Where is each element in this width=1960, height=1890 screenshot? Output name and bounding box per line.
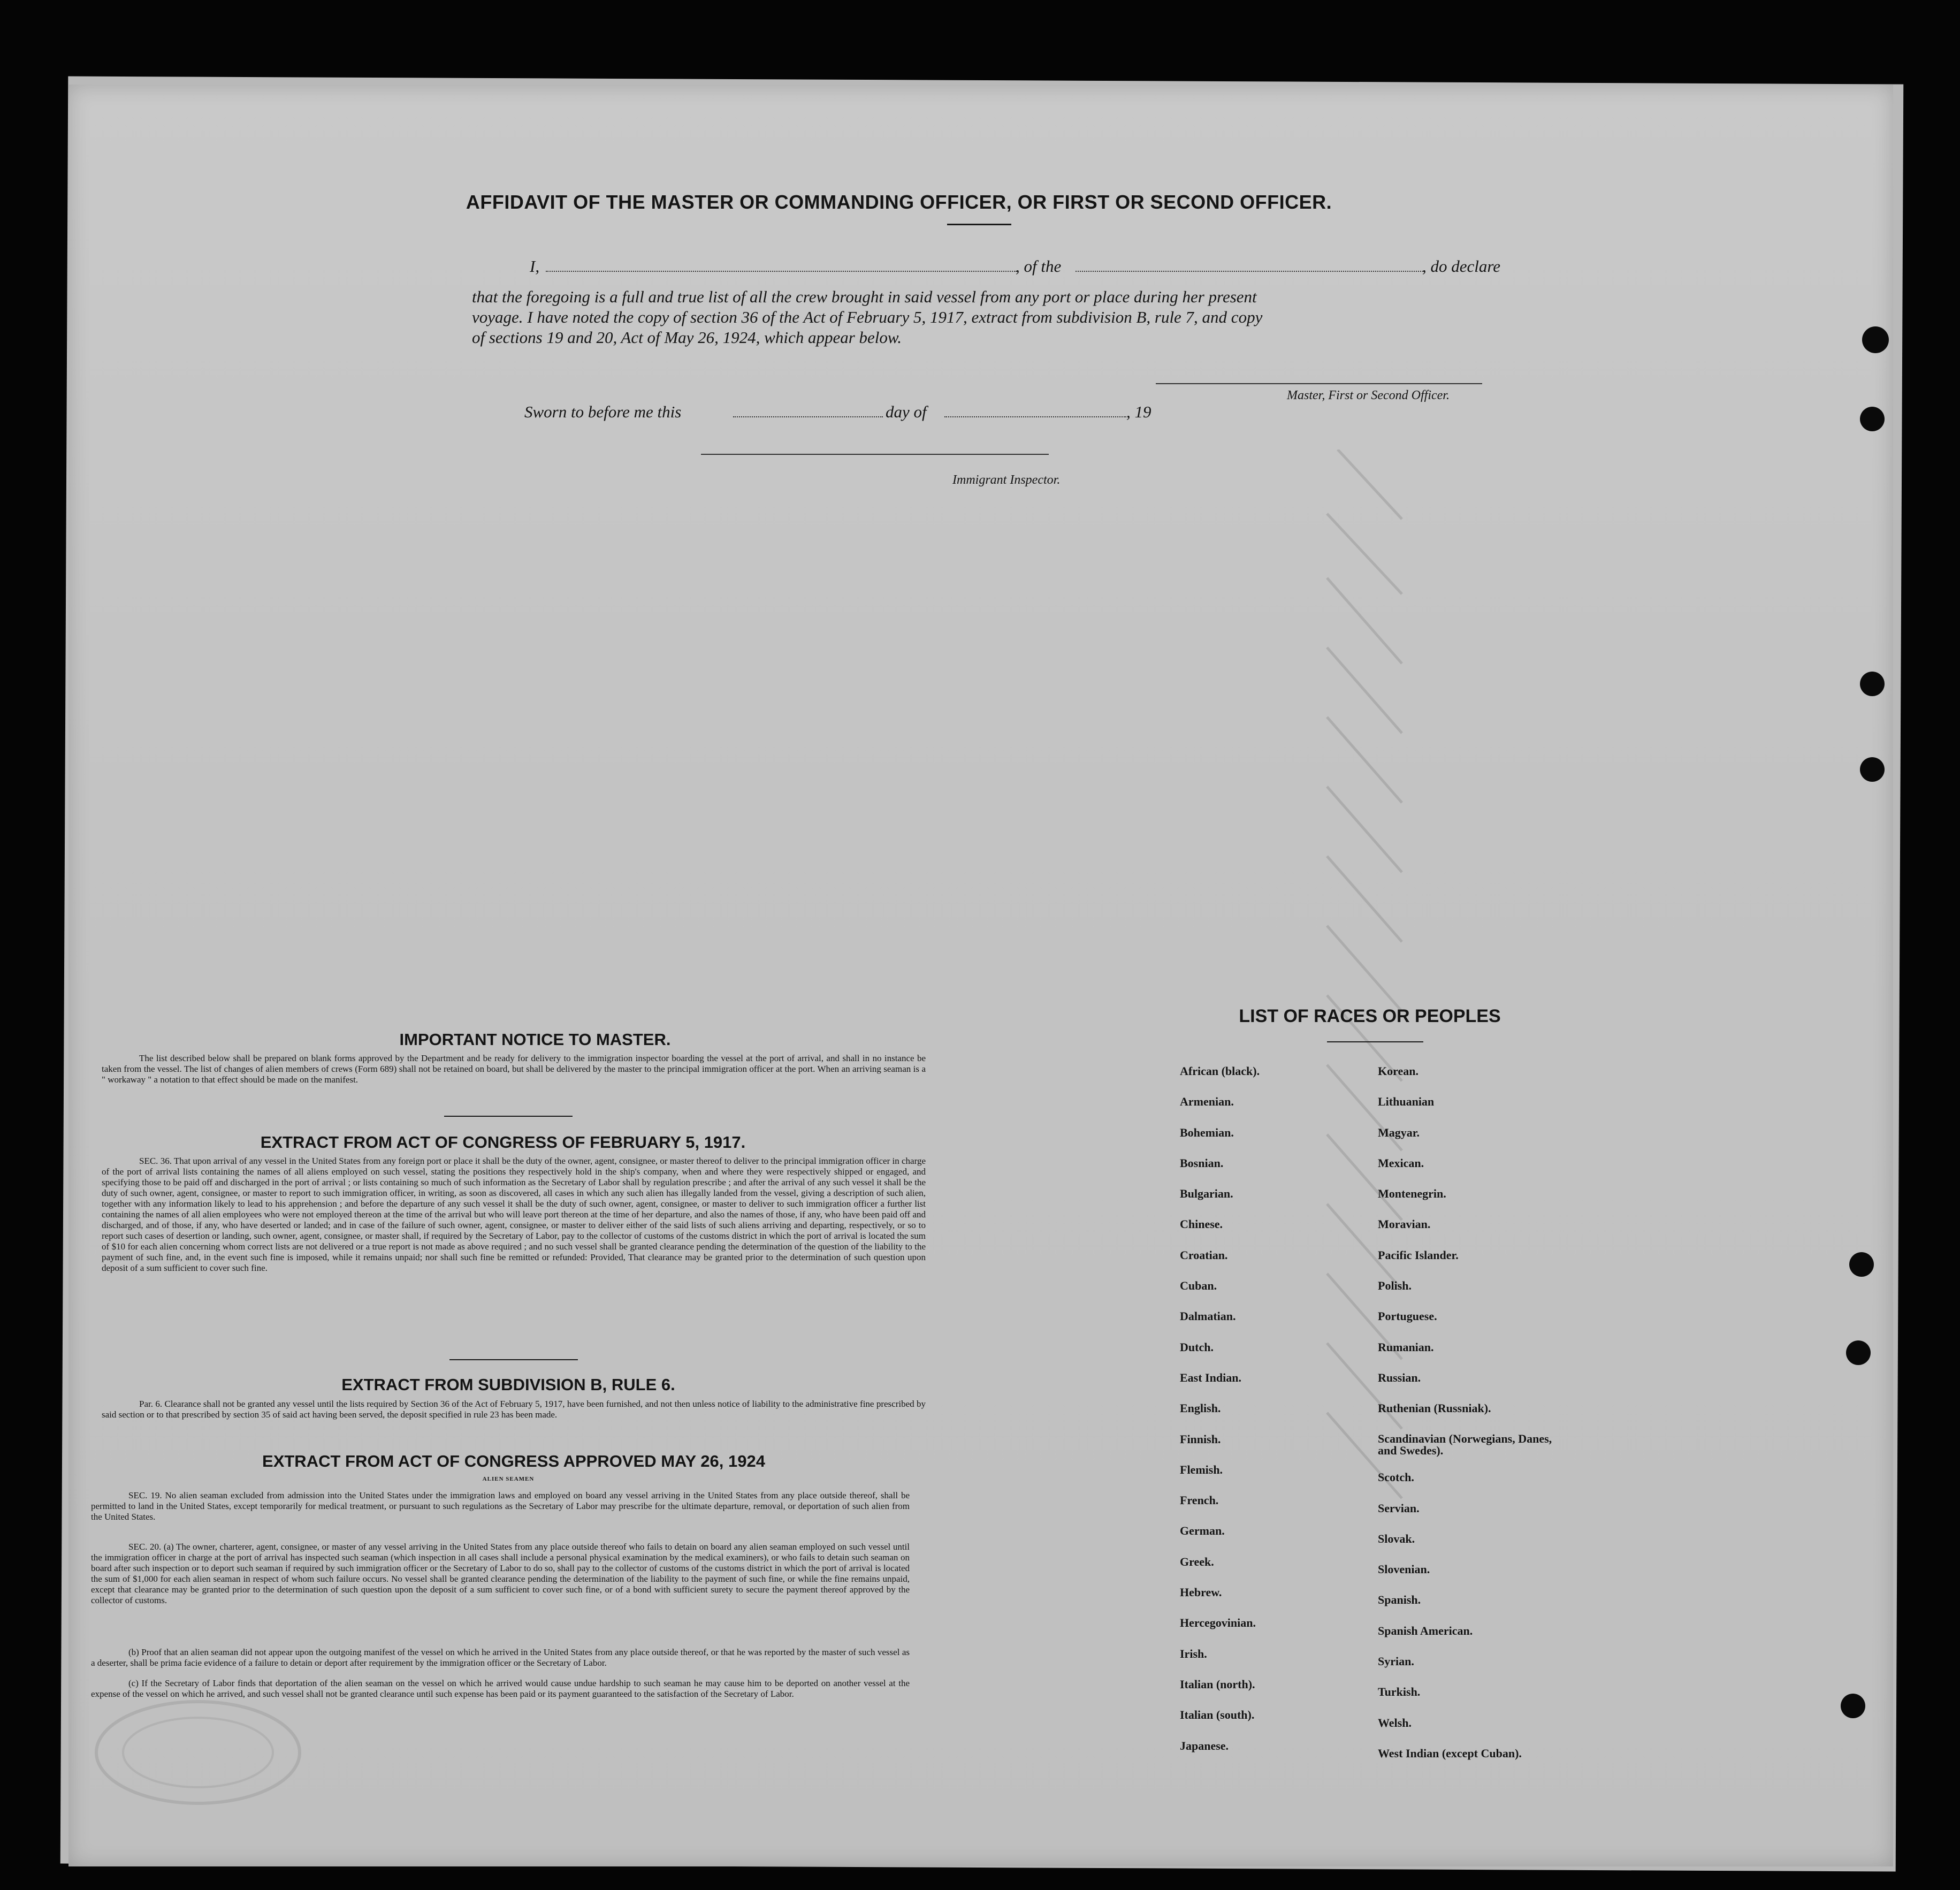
race-item: Slovenian. xyxy=(1378,1563,1430,1576)
binder-hole-5 xyxy=(1849,1252,1874,1277)
sworn-prefix: Sworn to before me this xyxy=(524,402,682,421)
race-item: Bosnian. xyxy=(1180,1156,1224,1170)
race-item: Cuban. xyxy=(1180,1279,1217,1293)
vessel-name-field[interactable] xyxy=(1076,271,1423,272)
extract-1924-subtitle: ALIEN SEAMEN xyxy=(482,1476,535,1482)
race-item: Flemish. xyxy=(1180,1462,1223,1476)
affidavit-line3: voyage. I have noted the copy of section 36 of the Act of February 5, 1917, extract from subdivision B, rule 7, and copy xyxy=(472,308,1263,326)
race-item: French. xyxy=(1180,1493,1219,1507)
race-item: Korean. xyxy=(1378,1064,1418,1078)
notice-rule xyxy=(444,1116,573,1117)
race-item: Irish. xyxy=(1180,1647,1207,1660)
affidavit-line1-end: , do declare xyxy=(1422,257,1501,276)
binder-hole-3 xyxy=(1860,672,1885,696)
race-item: Hebrew. xyxy=(1180,1586,1222,1599)
affidavit-line1-of-the: , of the xyxy=(1016,257,1062,276)
race-item: Italian (north). xyxy=(1180,1677,1255,1691)
race-item: East Indian. xyxy=(1180,1370,1241,1384)
extract-1917-rule xyxy=(449,1359,578,1360)
race-item: Finnish. xyxy=(1180,1432,1221,1446)
sworn-month-field[interactable] xyxy=(944,416,1126,417)
race-item: Dalmatian. xyxy=(1180,1309,1236,1323)
master-signature-field[interactable] xyxy=(1156,383,1482,384)
master-signature-label: Master, First or Second Officer. xyxy=(1287,388,1450,402)
extract-1924-sec20b: (b) Proof that an alien seaman did not appear upon the outgoing manifest of the vessel on which he arrived in the United States from any place outside thereof, or that he was reported by the master of such vessel as a deserter, shall be prima facie evidence of a failure to detain or deport after requirement by the immigration officer or the Secretary of Labor. xyxy=(91,1647,910,1668)
extract-1924-sec19: SEC. 19. No alien seaman excluded from admission into the United States under the immigration laws and employed on board any vessel arriving in the United States from any place outside thereof, shall be permitted to land in the United States, except temporarily for medical treatment, or pursuant to such regulations as the Secretary of Labor may prescribe for the ultimate departure, removal, or deportation of such alien from the United States. xyxy=(91,1490,910,1522)
binder-hole-7 xyxy=(1841,1694,1865,1718)
affiant-name-field[interactable] xyxy=(546,271,1017,272)
inspector-label: Immigrant Inspector. xyxy=(952,473,1061,487)
race-item: Spanish. xyxy=(1378,1593,1421,1607)
extract-rule6-title: EXTRACT FROM SUBDIVISION B, RULE 6. xyxy=(341,1375,675,1394)
race-item: Portuguese. xyxy=(1378,1309,1437,1323)
race-item: Bulgarian. xyxy=(1180,1187,1233,1201)
race-item: Ruthenian (Russniak). xyxy=(1378,1401,1491,1415)
race-item: Scandinavian (Norwegians, Danes, and Swedes). xyxy=(1378,1431,1552,1457)
extract-1924-sec20a: SEC. 20. (a) The owner, charterer, agent, consignee, or master of any vessel arriving in the United States from any place outside thereof who fails to detain on board any alien seaman employed on such vessel until the immigration officer in charge at the port of arrival has inspected such seaman (which inspection in all cases shall include a personal physical examination by the medical examiners), or who fails to detain such seaman on board after such inspection or to deport such seaman if required by such immigration officer or the Secretary of Labor to do so, shall pay to the collector of customs of the customs district in which the port of arrival is located the sum of $1,000 for each alien seaman in respect of whom such failure occurs. No vessel shall be granted clearance pending the determination of the liability to the payment of such fine, or while the fine remains unpaid, except that clearance may be granted prior to the determination of such question upon the deposit of a sum sufficient to cover such fine, or of a bond with sufficient surety to secure the payment thereof approved by the collector of customs. xyxy=(91,1542,910,1605)
races-title: LIST OF RACES OR PEOPLES xyxy=(1239,1006,1501,1026)
race-item: Welsh. xyxy=(1378,1716,1412,1729)
affidavit-title-rule xyxy=(947,224,1011,225)
affidavit-line4: of sections 19 and 20, Act of May 26, 1924, which appear below. xyxy=(472,328,902,347)
race-item: Scotch. xyxy=(1378,1470,1414,1484)
binder-hole-2 xyxy=(1860,407,1885,431)
race-item: Montenegrin. xyxy=(1378,1187,1446,1201)
race-item: African (black). xyxy=(1180,1064,1260,1078)
sworn-day-of: day of xyxy=(886,402,927,421)
affidavit-title: AFFIDAVIT OF THE MASTER OR COMMANDING OFFICER, OR FIRST OR SECOND OFFICER. xyxy=(466,191,1332,213)
race-item: Slovak. xyxy=(1378,1531,1415,1545)
race-item: Chinese. xyxy=(1180,1217,1223,1231)
binder-hole-4 xyxy=(1860,757,1885,782)
race-item: Dutch. xyxy=(1180,1340,1214,1354)
binder-hole-1 xyxy=(1862,326,1889,353)
races-right-column xyxy=(1378,1065,1554,1778)
binder-hole-6 xyxy=(1846,1340,1871,1365)
race-item: English. xyxy=(1180,1401,1221,1415)
extract-1917-title: EXTRACT FROM ACT OF CONGRESS OF FEBRUARY 5, 1917. xyxy=(260,1133,746,1152)
extract-1917-text: SEC. 36. That upon arrival of any vessel in the United States from any foreign port or place it shall be the duty of the owner, agent, consignee, or master thereof to deliver to the principal immigration officer in charge of the port of arrival lists containing the names of all aliens employed on such vessel, stating the positions they respectively hold in the ship's company, when and where they were respectively shipped or engaged, and specifying those to be paid off and discharged in the port of arrival ; or lists containing so much of such information as the Secretary of Labor shall by regulation prescribe ; and after the arrival of any such vessel it shall be the duty of such owner, agent, consignee, or master to report to such immigration officer, in writing, as soon as discovered, all cases in which any such alien has illegally landed from the vessel, giving a description of such alien, together with any information likely to lead to his apprehension ; and before the departure of any such vessel it shall be the duty of such owner, agent, consignee, or master to deliver to such immigration officer a further list containing the names of all alien employees who were not employed thereon at the time of the arrival but who will leave port thereon at the time of her departure, and also the names of those, if any, who have been paid off and discharged, and of those, if any, who have deserted or landed; and in case of the failure of such owner, agent, consignee, or master to deliver either of the said lists of such aliens arriving and departing, respectively, or so to report such cases of desertion or landing, such owner, agent, consignee, or master shall, if required by the Secretary of Labor, pay to the collector of customs of the customs district in which the port of arrival is located the sum of $10 for each alien concerning whom correct lists are not delivered or a true report is not made as above required ; and no such vessel shall be granted clearance pending the determination of the question of the liability to the payment of such fine, and, in the event such fine is imposed, while it remains unpaid; nor shall such fine be remitted or refunded: Provided, That clearance may be granted prior to the determination of such question upon deposit of a sum sufficient to cover such fine. xyxy=(102,1156,926,1273)
extract-1924-title: EXTRACT FROM ACT OF CONGRESS APPROVED MAY 26, 1924 xyxy=(262,1452,765,1470)
race-item: Moravian. xyxy=(1378,1217,1431,1231)
extract-rule6-text: Par. 6. Clearance shall not be granted any vessel until the lists required by Section 36 of the Act of February 5, 1917, have been furnished, and not then unless notice of liability to the administrative fine prescribed by said section or to that prescribed by section 35 of said act having been served, the deposit specified in rule 23 has been made. xyxy=(102,1399,926,1420)
race-item: Magyar. xyxy=(1378,1125,1420,1139)
race-item: Russian. xyxy=(1378,1370,1421,1384)
race-item: German. xyxy=(1180,1524,1225,1538)
race-item: Armenian. xyxy=(1180,1095,1234,1109)
race-item: Japanese. xyxy=(1180,1739,1229,1752)
race-item: Italian (south). xyxy=(1180,1708,1255,1722)
notice-text: The list described below shall be prepared on blank forms approved by the Department and be ready for delivery to the immigration inspector boarding the vessel at the port of arrival, and shall in no instance be taken from the vessel. The list of changes of alien members of crews (Form 689) shall not be retained on board, but shall be delivered by the master to the principal immigration officer at the port. When an arriving seaman is a " workaway " a notation to that effect should be made on the manifest. xyxy=(102,1053,926,1085)
race-item: Rumanian. xyxy=(1378,1340,1434,1354)
race-item: Greek. xyxy=(1180,1554,1214,1568)
races-title-rule xyxy=(1327,1041,1423,1042)
inspector-signature-field[interactable] xyxy=(701,454,1049,455)
race-item: Turkish. xyxy=(1378,1685,1421,1699)
race-item: Bohemian. xyxy=(1180,1125,1234,1139)
race-item: Servian. xyxy=(1378,1501,1420,1515)
affidavit-line1-start: I, xyxy=(530,257,540,276)
race-item: West Indian (except Cuban). xyxy=(1378,1746,1522,1760)
stamp-impression xyxy=(86,1691,310,1814)
race-item: Hercegovinian. xyxy=(1180,1616,1256,1630)
race-item: Polish. xyxy=(1378,1279,1412,1293)
race-item: Pacific Islander. xyxy=(1378,1248,1459,1262)
races-left-column xyxy=(1180,1065,1260,1770)
affidavit-line2: that the foregoing is a full and true list of all the crew brought in said vessel from any port or place during her present xyxy=(472,287,1257,306)
race-item: Spanish American. xyxy=(1378,1624,1473,1637)
extract-1924-sec20c: (c) If the Secretary of Labor finds that deportation of the alien seaman on the vessel on which he arrived would cause undue hardship to such seaman he may cause him to be deported on another vessel at the expense of the vessel on which he arrived, and such vessel shall not be granted clearance until such expense has been paid or its payment guaranteed to the satisfaction of the Secretary of Labor. xyxy=(91,1678,910,1699)
race-item: Syrian. xyxy=(1378,1655,1414,1668)
race-item: Mexican. xyxy=(1378,1156,1424,1170)
notice-title: IMPORTANT NOTICE TO MASTER. xyxy=(399,1030,671,1049)
race-item: Croatian. xyxy=(1180,1248,1228,1262)
sworn-day-field[interactable] xyxy=(733,416,883,417)
race-item: Lithuanian xyxy=(1378,1095,1435,1109)
sworn-year-prefix: , 19 xyxy=(1126,402,1151,421)
